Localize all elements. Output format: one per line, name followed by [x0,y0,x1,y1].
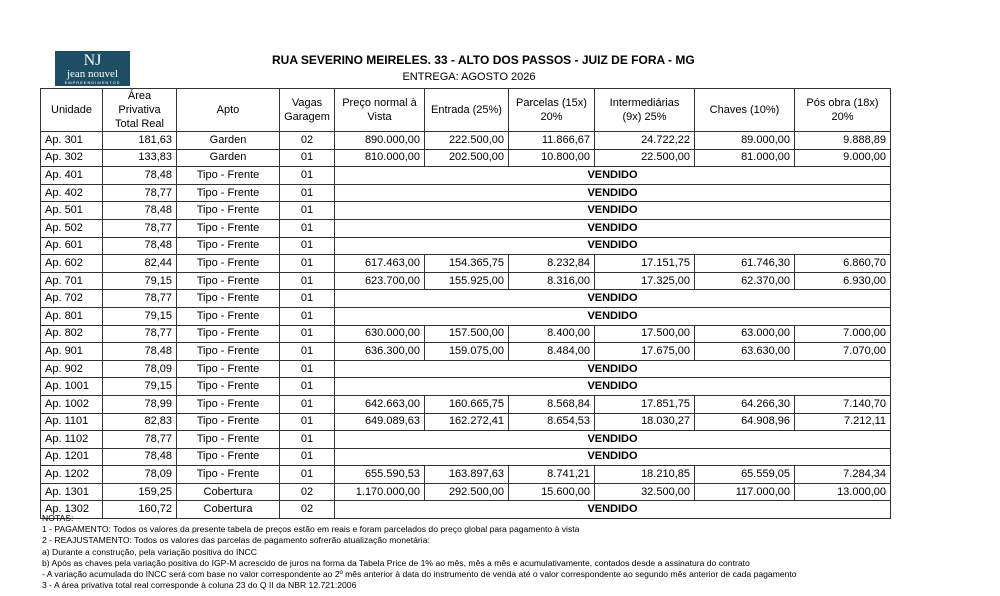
area-cell: 160,72 [103,501,177,519]
note-line: 1 - PAGAMENTO: Todos os valores da presente tabela de preços estão em reais e foram parcelados do preço global para pagamento à vista [42,524,580,535]
area-cell: 78,48 [103,448,177,466]
logo-name: jean nouvel [66,68,118,80]
apto-cell: Garden [177,149,280,167]
intermediarias-cell: 17.851,75 [595,395,695,413]
table-row [41,219,891,237]
chaves-cell: 81.000,00 [695,149,795,167]
apto-cell: Tipo - Frente [177,219,280,237]
intermediarias-cell: 18.210,85 [595,466,695,484]
apto-cell: Tipo - Frente [177,343,280,361]
table-row [41,255,891,273]
entrada-cell: 162.272,41 [425,413,509,431]
posobra-cell: 7.140,70 [795,395,891,413]
entrada-cell: 160.665,75 [425,395,509,413]
parcelas-cell: 8.316,00 [509,272,595,290]
vagas-cell: 01 [280,360,335,378]
intermediarias-cell: 32.500,00 [595,483,695,501]
vagas-cell: 01 [280,395,335,413]
preco-cell: 636.300,00 [335,343,425,361]
entrada-cell: 202.500,00 [425,149,509,167]
unit-cell: Ap. 402 [41,184,103,202]
unit-cell: Ap. 702 [41,290,103,308]
apto-cell: Tipo - Frente [177,378,280,396]
logo-subtitle: EMPREENDIMENTOS [64,80,121,85]
table-row [41,132,891,150]
area-cell: 78,77 [103,219,177,237]
posobra-cell: 7.212,11 [795,413,891,431]
chaves-cell: 89.000,00 [695,132,795,150]
column-header: Intermediárias (9x) 25% [595,89,695,132]
sold-status-cell: VENDIDO [335,448,891,466]
parcelas-cell: 10.800,00 [509,149,595,167]
area-cell: 79,15 [103,378,177,396]
parcelas-cell: 8.741,21 [509,466,595,484]
apto-cell: Cobertura [177,483,280,501]
sold-status-cell: VENDIDO [335,290,891,308]
vagas-cell: 01 [280,448,335,466]
column-header: Chaves (10%) [695,89,795,132]
table-row [41,466,891,484]
unit-cell: Ap. 802 [41,325,103,343]
apto-cell: Tipo - Frente [177,448,280,466]
unit-cell: Ap. 1301 [41,483,103,501]
area-cell: 78,48 [103,167,177,185]
area-cell: 79,15 [103,307,177,325]
intermediarias-cell: 17.325,00 [595,272,695,290]
vagas-cell: 01 [280,255,335,273]
apto-cell: Tipo - Frente [177,307,280,325]
company-logo [55,51,130,86]
note-line: - A variação acumulada do INCC será com base no valor correspondente ao 2º mês anterior à data do instrumento de venda até o valor correspondente ao segundo mês anterior de cada pagamento [42,569,797,580]
table-row [41,448,891,466]
preco-cell: 642.663,00 [335,395,425,413]
chaves-cell: 63.630,00 [695,343,795,361]
price-table [40,88,891,519]
area-cell: 78,77 [103,431,177,449]
posobra-cell: 7.070,00 [795,343,891,361]
column-header: Entrada (25%) [425,89,509,132]
apto-cell: Tipo - Frente [177,255,280,273]
notes-lines [42,524,992,591]
area-cell: 82,83 [103,413,177,431]
apto-cell: Tipo - Frente [177,184,280,202]
logo-mark: NJ [83,52,102,69]
area-cell: 78,99 [103,395,177,413]
table-row [41,184,891,202]
note-line: b) Após as chaves pela variação positiva do IGP-M acrescido de juros na forma da Tabela Price de 1% ao mês, mês a mês e acumulativamente, contados desde a assinatura do contrato [42,557,750,568]
unit-cell: Ap. 902 [41,360,103,378]
table-row [41,360,891,378]
unit-cell: Ap. 801 [41,307,103,325]
apto-cell: Tipo - Frente [177,290,280,308]
vagas-cell: 01 [280,325,335,343]
vagas-cell: 01 [280,149,335,167]
column-header: Pós obra (18x) 20% [795,89,891,132]
notes-section [42,513,992,591]
apto-cell: Tipo - Frente [177,325,280,343]
table-header-row [41,89,891,132]
area-cell: 78,48 [103,202,177,220]
preco-cell: 623.700,00 [335,272,425,290]
entrada-cell: 157.500,00 [425,325,509,343]
vagas-cell: 02 [280,483,335,501]
sold-status-cell: VENDIDO [335,378,891,396]
area-cell: 82,44 [103,255,177,273]
column-header: Apto [177,89,280,132]
unit-cell: Ap. 301 [41,132,103,150]
intermediarias-cell: 18.030,27 [595,413,695,431]
column-header: Vagas Garagem [280,89,335,132]
preco-cell: 655.590,53 [335,466,425,484]
area-cell: 133,83 [103,149,177,167]
unit-cell: Ap. 1002 [41,395,103,413]
vagas-cell: 01 [280,413,335,431]
unit-cell: Ap. 502 [41,219,103,237]
posobra-cell: 6.930,00 [795,272,891,290]
parcelas-cell: 8.484,00 [509,343,595,361]
table-row [41,431,891,449]
sold-status-cell: VENDIDO [335,307,891,325]
vagas-cell: 01 [280,202,335,220]
posobra-cell: 9.000,00 [795,149,891,167]
entrada-cell: 159.075,00 [425,343,509,361]
apto-cell: Tipo - Frente [177,202,280,220]
parcelas-cell: 8.232,84 [509,255,595,273]
apto-cell: Garden [177,132,280,150]
parcelas-cell: 8.654,53 [509,413,595,431]
table-row [41,290,891,308]
chaves-cell: 62.370,00 [695,272,795,290]
table-row [41,378,891,396]
preco-cell: 649.089,63 [335,413,425,431]
sold-status-cell: VENDIDO [335,501,891,519]
entrada-cell: 222.500,00 [425,132,509,150]
posobra-cell: 7.284,34 [795,466,891,484]
unit-cell: Ap. 401 [41,167,103,185]
chaves-cell: 65.559,05 [695,466,795,484]
column-header: Unidade [41,89,103,132]
table-row [41,483,891,501]
unit-cell: Ap. 701 [41,272,103,290]
unit-cell: Ap. 302 [41,149,103,167]
unit-cell: Ap. 1202 [41,466,103,484]
preco-cell: 810.000,00 [335,149,425,167]
vagas-cell: 01 [280,290,335,308]
table-row [41,413,891,431]
posobra-cell: 9.888,89 [795,132,891,150]
vagas-cell: 01 [280,237,335,255]
area-cell: 78,77 [103,184,177,202]
intermediarias-cell: 22.500,00 [595,149,695,167]
table-row [41,325,891,343]
apto-cell: Tipo - Frente [177,360,280,378]
vagas-cell: 01 [280,466,335,484]
posobra-cell: 13.000,00 [795,483,891,501]
entrada-cell: 292.500,00 [425,483,509,501]
chaves-cell: 64.908,96 [695,413,795,431]
page-title: RUA SEVERINO MEIRELES. 33 - ALTO DOS PASSOS - JUIZ DE FORA - MG [272,53,695,67]
sold-status-cell: VENDIDO [335,237,891,255]
vagas-cell: 01 [280,272,335,290]
vagas-cell: 02 [280,132,335,150]
preco-cell: 1.170.000,00 [335,483,425,501]
area-cell: 78,48 [103,237,177,255]
apto-cell: Tipo - Frente [177,431,280,449]
unit-cell: Ap. 901 [41,343,103,361]
table-body [41,132,891,519]
intermediarias-cell: 24.722,22 [595,132,695,150]
vagas-cell: 01 [280,343,335,361]
table-row [41,237,891,255]
vagas-cell: 01 [280,378,335,396]
area-cell: 181,63 [103,132,177,150]
sold-status-cell: VENDIDO [335,167,891,185]
table-row [41,343,891,361]
chaves-cell: 63.000,00 [695,325,795,343]
vagas-cell: 01 [280,307,335,325]
preco-cell: 617.463,00 [335,255,425,273]
unit-cell: Ap. 1001 [41,378,103,396]
table-row [41,272,891,290]
sold-status-cell: VENDIDO [335,202,891,220]
delivery-date: ENTREGA: AGOSTO 2026 [402,71,536,83]
column-header: Preço normal à Vista [335,89,425,132]
note-line: 3 - A área privativa total real corresponde à coluna 23 do Q II da NBR 12.721:2006 [42,580,357,591]
entrada-cell: 155.925,00 [425,272,509,290]
apto-cell: Tipo - Frente [177,272,280,290]
apto-cell: Cobertura [177,501,280,519]
unit-cell: Ap. 1302 [41,501,103,519]
apto-cell: Tipo - Frente [177,413,280,431]
vagas-cell: 01 [280,219,335,237]
parcelas-cell: 11.866,67 [509,132,595,150]
apto-cell: Tipo - Frente [177,395,280,413]
unit-cell: Ap. 501 [41,202,103,220]
vagas-cell: 01 [280,431,335,449]
note-line: 2 - REAJUSTAMENTO: Todos os valores das parcelas de pagamento sofrerão atualização monetária: [42,535,430,546]
parcelas-cell: 8.568,84 [509,395,595,413]
area-cell: 78,77 [103,290,177,308]
posobra-cell: 6.860,70 [795,255,891,273]
chaves-cell: 64.266,30 [695,395,795,413]
vagas-cell: 01 [280,167,335,185]
unit-cell: Ap. 1201 [41,448,103,466]
note-line: a) Durante a construção, pela variação positiva do INCC [42,546,257,557]
sold-status-cell: VENDIDO [335,219,891,237]
intermediarias-cell: 17.500,00 [595,325,695,343]
column-header: Área Privativa Total Real [103,89,177,132]
area-cell: 78,48 [103,343,177,361]
table-row [41,167,891,185]
posobra-cell: 7.000,00 [795,325,891,343]
apto-cell: Tipo - Frente [177,167,280,185]
column-header: Parcelas (15x) 20% [509,89,595,132]
preco-cell: 890.000,00 [335,132,425,150]
entrada-cell: 163.897,63 [425,466,509,484]
vagas-cell: 01 [280,184,335,202]
sold-status-cell: VENDIDO [335,360,891,378]
table-row [41,149,891,167]
unit-cell: Ap. 602 [41,255,103,273]
unit-cell: Ap. 1101 [41,413,103,431]
area-cell: 78,09 [103,360,177,378]
sold-status-cell: VENDIDO [335,184,891,202]
sold-status-cell: VENDIDO [335,431,891,449]
parcelas-cell: 15.600,00 [509,483,595,501]
unit-cell: Ap. 601 [41,237,103,255]
area-cell: 78,77 [103,325,177,343]
area-cell: 79,15 [103,272,177,290]
chaves-cell: 61.746,30 [695,255,795,273]
table-row [41,202,891,220]
preco-cell: 630.000,00 [335,325,425,343]
parcelas-cell: 8.400,00 [509,325,595,343]
notes-title: NOTAS: [42,513,74,523]
chaves-cell: 117.000,00 [695,483,795,501]
entrada-cell: 154.365,75 [425,255,509,273]
area-cell: 159,25 [103,483,177,501]
vagas-cell: 02 [280,501,335,519]
apto-cell: Tipo - Frente [177,237,280,255]
intermediarias-cell: 17.151,75 [595,255,695,273]
area-cell: 78,09 [103,466,177,484]
apto-cell: Tipo - Frente [177,466,280,484]
table-row [41,307,891,325]
table-row [41,395,891,413]
intermediarias-cell: 17.675,00 [595,343,695,361]
unit-cell: Ap. 1102 [41,431,103,449]
